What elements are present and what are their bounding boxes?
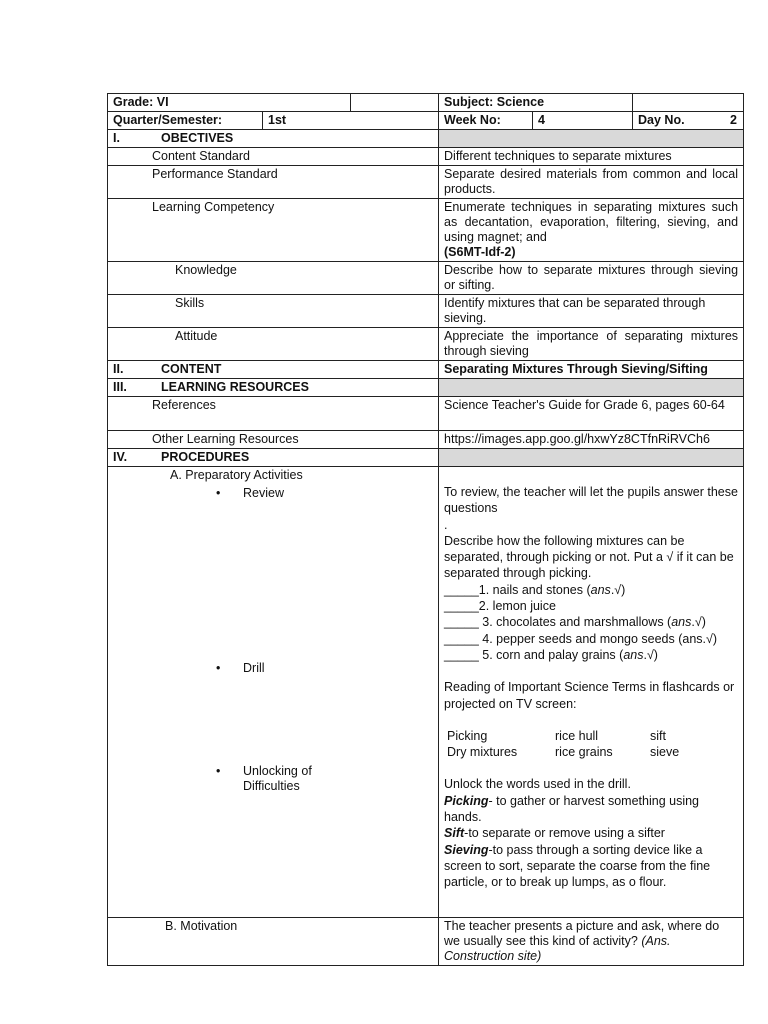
prep-label: A. Preparatory Activities (170, 468, 303, 482)
section-number: IV. (113, 450, 128, 464)
row-label: Learning Competency (108, 199, 439, 262)
bullet-review (113, 486, 433, 501)
section-heading (108, 130, 439, 148)
activities-column (108, 467, 439, 918)
row-value (439, 199, 744, 262)
row-value: Science Teacher's Guide for Grade 6, pages 60-64 (439, 397, 744, 431)
bullet-label: Unlocking of Difficulties (243, 764, 312, 793)
row-label: B. Motivation (108, 918, 439, 966)
term: Dry mixtures (447, 745, 518, 760)
header-row-1 (108, 94, 744, 112)
quarter-value: 1st (263, 112, 439, 130)
grade-cell: Grade: VI (108, 94, 351, 112)
row-value: Appreciate the importance of separating mixtures through sieving (439, 328, 744, 361)
term: rice hull (555, 728, 599, 743)
row-label: Other Learning Resources (108, 431, 439, 449)
week-label: Week No: (439, 112, 533, 130)
knowledge-row (108, 262, 744, 295)
motivation-row (108, 918, 744, 966)
section-title: CONTENT (161, 362, 222, 376)
term: Picking (447, 728, 488, 743)
section-heading (108, 449, 439, 467)
review-items (444, 582, 738, 663)
empty-cell (351, 94, 439, 112)
day-label: Day No. (638, 113, 685, 127)
review-item: _____ 4. pepper seeds and mongo seeds (ans.√) (444, 631, 718, 646)
bullet-unlocking (113, 764, 433, 794)
content-value: Separating Mixtures Through Sieving/Sifting (439, 361, 744, 379)
review-item: _____ 5. corn and palay grains (ans.√) (444, 647, 658, 662)
review-instruction: Describe how the following mixtures can be separated, through picking or not. Put a √ if it can be separated through picking. (444, 533, 734, 581)
empty-cell (633, 94, 744, 112)
drill-text: Reading of Important Science Terms in flashcards or projected on TV screen: (444, 680, 735, 711)
term: sieve (650, 745, 680, 760)
row-label: Knowledge (108, 262, 439, 295)
header-row-2 (108, 112, 744, 130)
row-label: Performance Standard (108, 166, 439, 199)
section-procedures (108, 449, 744, 467)
skills-row (108, 295, 744, 328)
performance-standard-row (108, 166, 744, 199)
section-title: OBECTIVES (161, 131, 234, 145)
subject-cell: Subject: Science (439, 94, 633, 112)
resource-link[interactable]: https://images.app.goo.gl/hxwYz8CTfnRiRVCh6 (439, 431, 744, 449)
row-value: Separate desired materials from common and local products. (439, 166, 744, 199)
day-value: 2 (730, 113, 737, 127)
content-standard-row (108, 148, 744, 166)
term: rice grains (555, 745, 613, 760)
terms-row (444, 728, 738, 744)
row-label: Attitude (108, 328, 439, 361)
row-value: Identify mixtures that can be separated through sieving. (439, 295, 744, 328)
row-label: Content Standard (108, 148, 439, 166)
row-value: Describe how to separate mixtures through sieving or sifting. (439, 262, 744, 295)
terms-row (444, 744, 738, 760)
other-resources-row (108, 431, 744, 449)
gray-cell (439, 130, 744, 148)
preparatory-row (108, 467, 744, 918)
review-item: _____2. lemon juice (444, 599, 556, 614)
section-content (108, 361, 744, 379)
section-heading (108, 361, 439, 379)
bullet-icon: • (216, 661, 221, 675)
bullet-label: Drill (243, 661, 265, 675)
row-value (439, 918, 744, 966)
row-label: References (108, 397, 439, 431)
attitude-row (108, 328, 744, 361)
week-value: 4 (533, 112, 633, 130)
review-dot: . (444, 517, 448, 532)
gray-cell (439, 379, 744, 397)
motivation-text: The teacher presents a picture and ask, where do we usually see this kind of activity? (444, 919, 720, 948)
quarter-label: Quarter/Semester: (108, 112, 263, 130)
gray-cell (439, 449, 744, 467)
review-item: _____1. nails and stones (ans.√) (444, 582, 626, 597)
day-cell (633, 112, 744, 130)
lesson-plan-table (107, 93, 744, 966)
competency-text: Enumerate techniques in separating mixtures such as decantation, evaporation, filtering, sieving, and using magnet; and (444, 200, 739, 244)
references-row (108, 397, 744, 431)
definition: Sieving-to pass through a sorting device like a screen to sort, separate the coarse from the fine particle, or to break up lumps, as o flour. (444, 842, 711, 890)
section-number: II. (113, 362, 124, 376)
activities-content (439, 467, 744, 918)
competency-code: (S6MT-Idf-2) (444, 245, 516, 259)
unlock-intro: Unlock the words used in the drill. (444, 777, 631, 792)
section-number: I. (113, 131, 120, 145)
row-value: Different techniques to separate mixtures (439, 148, 744, 166)
bullet-label: Review (243, 486, 284, 500)
motivation-answer: (Ans. Construction site) (444, 934, 671, 963)
learning-competency-row (108, 199, 744, 262)
term: sift (650, 728, 666, 743)
definition: Picking- to gather or harvest something using hands. (444, 793, 700, 825)
section-heading (108, 379, 439, 397)
section-title: LEARNING RESOURCES (161, 380, 309, 394)
bullet-icon: • (216, 486, 221, 500)
bullet-icon: • (216, 764, 221, 778)
section-number: III. (113, 380, 127, 394)
row-label: Skills (108, 295, 439, 328)
review-item: _____ 3. chocolates and marshmallows (ans.√) (444, 615, 706, 630)
section-objectives (108, 130, 744, 148)
review-intro: To review, the teacher will let the pupils answer these questions (444, 485, 738, 516)
definitions (444, 793, 738, 891)
section-title: PROCEDURES (161, 450, 250, 464)
bullet-drill (113, 661, 433, 676)
definition: Sift-to separate or remove using a sifter (444, 826, 665, 841)
section-resources (108, 379, 744, 397)
